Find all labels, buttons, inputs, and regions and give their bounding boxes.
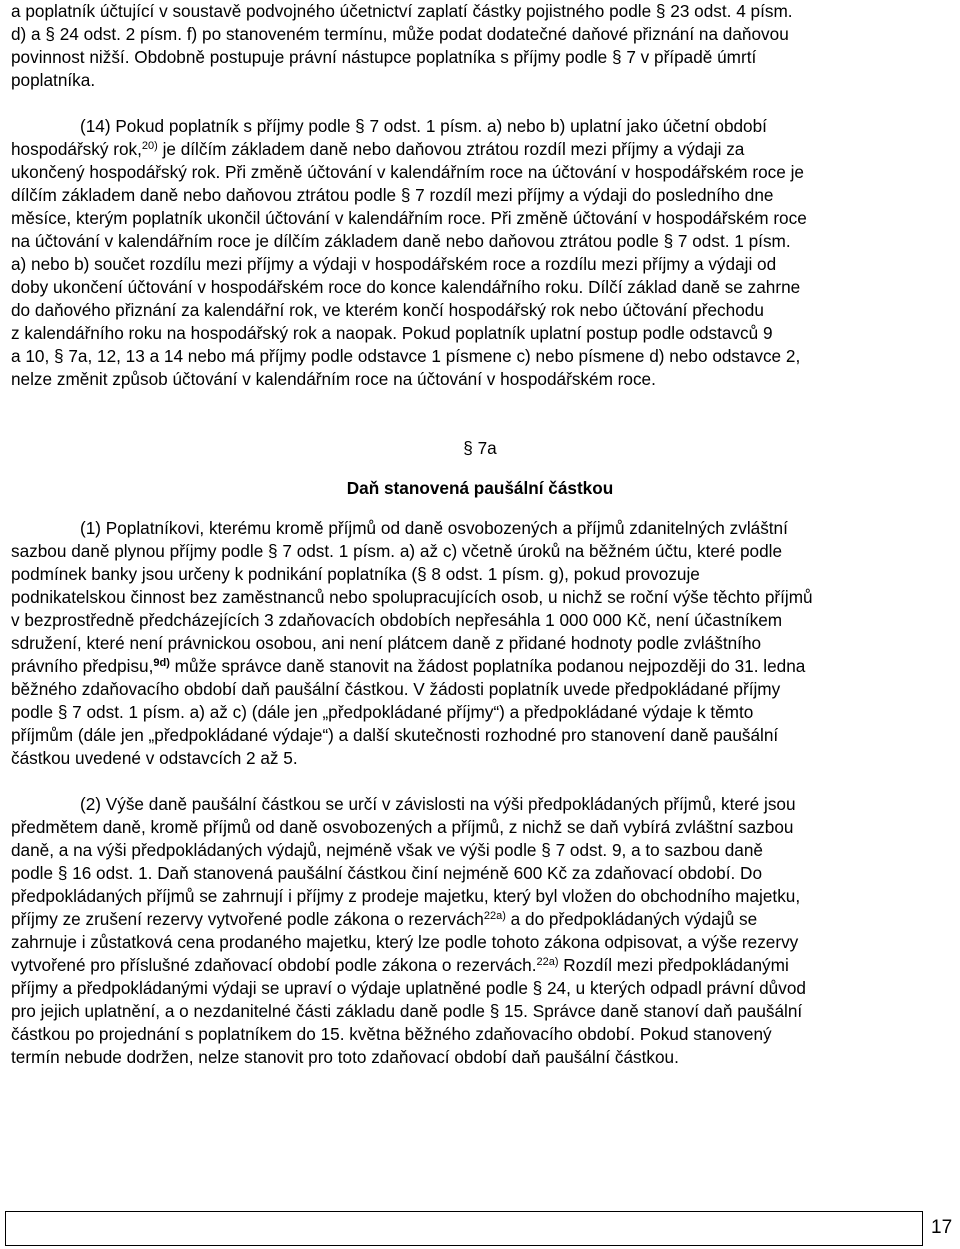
paragraph-1	[11, 517, 949, 770]
text-line: částkou uvedené v odstavcích 2 až 5.	[11, 748, 298, 768]
text-span: je dílčím základem daně nebo daňovou ztrátou rozdíl mezi příjmy a výdaji za	[157, 139, 745, 159]
footer-box	[5, 1211, 923, 1246]
text-line: nelze změnit způsob účtování v kalendářním roce na účtování v hospodářském roce.	[11, 369, 656, 389]
text-span: a do předpokládaných výdajů se	[505, 909, 758, 929]
text-line: do daňového přiznání za kalendářní rok, ve kterém končí hospodářský rok nebo účtování přechodu	[11, 300, 764, 320]
text-line	[11, 138, 949, 161]
text-line: d) a § 24 odst. 2 písm. f) po stanoveném termínu, může podat dodatečné daňové přiznání na daňovou	[11, 24, 789, 44]
paragraph-intro	[11, 0, 949, 92]
text-line: (2) Výše daně paušální částkou se určí v závislosti na výši předpokládaných příjmů, které jsou	[80, 794, 796, 814]
text-span: právního předpisu,	[11, 656, 154, 676]
section-title: Daň stanovená paušální částkou	[346, 478, 614, 498]
page-number: 17	[931, 1217, 953, 1238]
text-line: a 10, § 7a, 12, 13 a 14 nebo má příjmy podle odstavce 1 písmene c) nebo písmene d) nebo odstavce 2,	[11, 346, 801, 366]
text-line: podnikatelskou činnost bez zaměstnanců nebo spolupracujících osob, u nichž se roční výše těchto příjmů	[11, 587, 813, 607]
text-span: může správce daně stanovit na žádost poplatníka podanou nejpozději do 31. ledna	[169, 656, 806, 676]
text-line: povinnost nižší. Obdobně postupuje právní nástupce poplatníka s příjmy podle § 7 v případě úmrtí	[11, 47, 757, 67]
text-line: na účtování v kalendářním roce je dílčím základem daně nebo daňovou ztrátou podle § 7 odst. 1 písm.	[11, 231, 791, 251]
text-line	[11, 908, 949, 931]
text-line: sazbou daně plynou příjmy podle § 7 odst. 1 písm. a) až c) včetně úroků na běžném účtu, které podle	[11, 541, 783, 561]
text-line: v bezprostředně předcházejících 3 zdaňovacích obdobích nepřesáhla 1 000 000 Kč, není účastníkem	[11, 610, 783, 630]
text-line: (14) Pokud poplatník s příjmy podle § 7 odst. 1 písm. a) nebo b) uplatní jako účetní období	[80, 116, 767, 136]
text-line: předmětem daně, kromě příjmů od daně osvobozených a příjmů, z nichž se daň vybírá zvláštní sazbou	[11, 817, 794, 837]
text-line: běžného zdaňovacího období daň paušální částkou. V žádosti poplatník uvede předpokládané příjmy	[11, 679, 781, 699]
paragraph-2	[11, 793, 949, 1069]
footnote-ref-9d[interactable]: 9d)	[153, 657, 170, 669]
text-line: a poplatník účtující v soustavě podvojného účetnictví zaplatí částky pojistného podle § 23 odst. 4 písm.	[11, 1, 793, 21]
text-line: sdružení, které není právnickou osobou, ani není plátcem daně z přidané hodnoty podle zvláštního	[11, 633, 762, 653]
text-line: příjmy a předpokládanými výdaji se upraví o výdaje uplatněné podle § 24, u kterých odpadl právní důvod	[11, 978, 806, 998]
text-line: částkou po projednání s poplatníkem do 15. května běžného zdaňovacího období. Pokud stanovený	[11, 1024, 772, 1044]
text-line: podle § 7 odst. 1 písm. a) až c) (dále jen „předpokládané příjmy“) a předpokládané výdaje k těmto	[11, 702, 754, 722]
text-line: termín nebude dodržen, nelze stanovit pro toto zdaňovací období daň paušální částkou.	[11, 1047, 679, 1067]
footnote-ref-22a[interactable]: 22a)	[536, 956, 559, 968]
text-span: vytvořené pro příslušné zdaňovací období podle zákona o rezervách.	[11, 955, 537, 975]
document-page	[11, 0, 949, 1069]
text-line: příjmům (dále jen „předpokládané výdaje“) a další skutečnosti rozhodné pro stanovení daně paušální	[11, 725, 779, 745]
text-line: a) nebo b) součet rozdílu mezi příjmy a výdaji v hospodářském roce a rozdílu mezi příjmy a výdaji od	[11, 254, 777, 274]
text-line: podle § 16 odst. 1. Daň stanovená paušální částkou činí nejméně 600 Kč za zdaňovací období. Do	[11, 863, 763, 883]
footnote-ref-20[interactable]: 20)	[141, 140, 158, 152]
text-line: zahrnuje i zůstatková cena prodaného majetku, který lze podle tohoto zákona odpisovat, a výše rezervy	[11, 932, 799, 952]
text-line	[11, 655, 949, 678]
text-line: z kalendářního roku na hospodářský rok a naopak. Pokud poplatník uplatní postup podle odstavců 9	[11, 323, 773, 343]
text-line: pro jejich uplatnění, a o nezdanitelné části základu daně podle § 15. Správce daně stanoví daň paušální	[11, 1001, 803, 1021]
text-line	[11, 954, 949, 977]
text-line: měsíce, kterým poplatník ukončil účtování v kalendářním roce. Při změně účtování v hospodářském roce	[11, 208, 807, 228]
section-number: § 7a	[463, 438, 497, 458]
text-span: hospodářský rok,	[11, 139, 142, 159]
text-line: dílčím základem daně nebo daňovou ztrátou podle § 7 rozdíl mezi příjmy a výdaji do posledního dne	[11, 185, 774, 205]
text-line: doby ukončení účtování v hospodářském roce do konce kalendářního roku. Dílčí základ daně se zahrne	[11, 277, 801, 297]
text-span: Rozdíl mezi předpokládanými	[558, 955, 789, 975]
text-span: příjmy ze zrušení rezervy vytvořené podle zákona o rezervách	[11, 909, 484, 929]
footnote-ref-22a[interactable]: 22a)	[483, 910, 506, 922]
text-line: podmínek banky jsou určeny k podnikání poplatníka (§ 8 odst. 1 písm. g), pokud provozuje	[11, 564, 700, 584]
text-line: daně, a na výši předpokládaných výdajů, nejméně však ve výši podle § 7 odst. 9, a to sazbou daně	[11, 840, 763, 860]
text-line: předpokládaných příjmů se zahrnují i příjmy z prodeje majetku, který byl vložen do obchodního majetku,	[11, 886, 801, 906]
text-line: (1) Poplatníkovi, kterému kromě příjmů od daně osvobozených a příjmů zdanitelných zvláštní	[80, 518, 788, 538]
paragraph-14	[11, 115, 949, 391]
text-line: poplatníka.	[11, 70, 96, 90]
text-line: ukončený hospodářský rok. Při změně účtování v kalendářním roce na účtování v hospodářském roce je	[11, 162, 804, 182]
